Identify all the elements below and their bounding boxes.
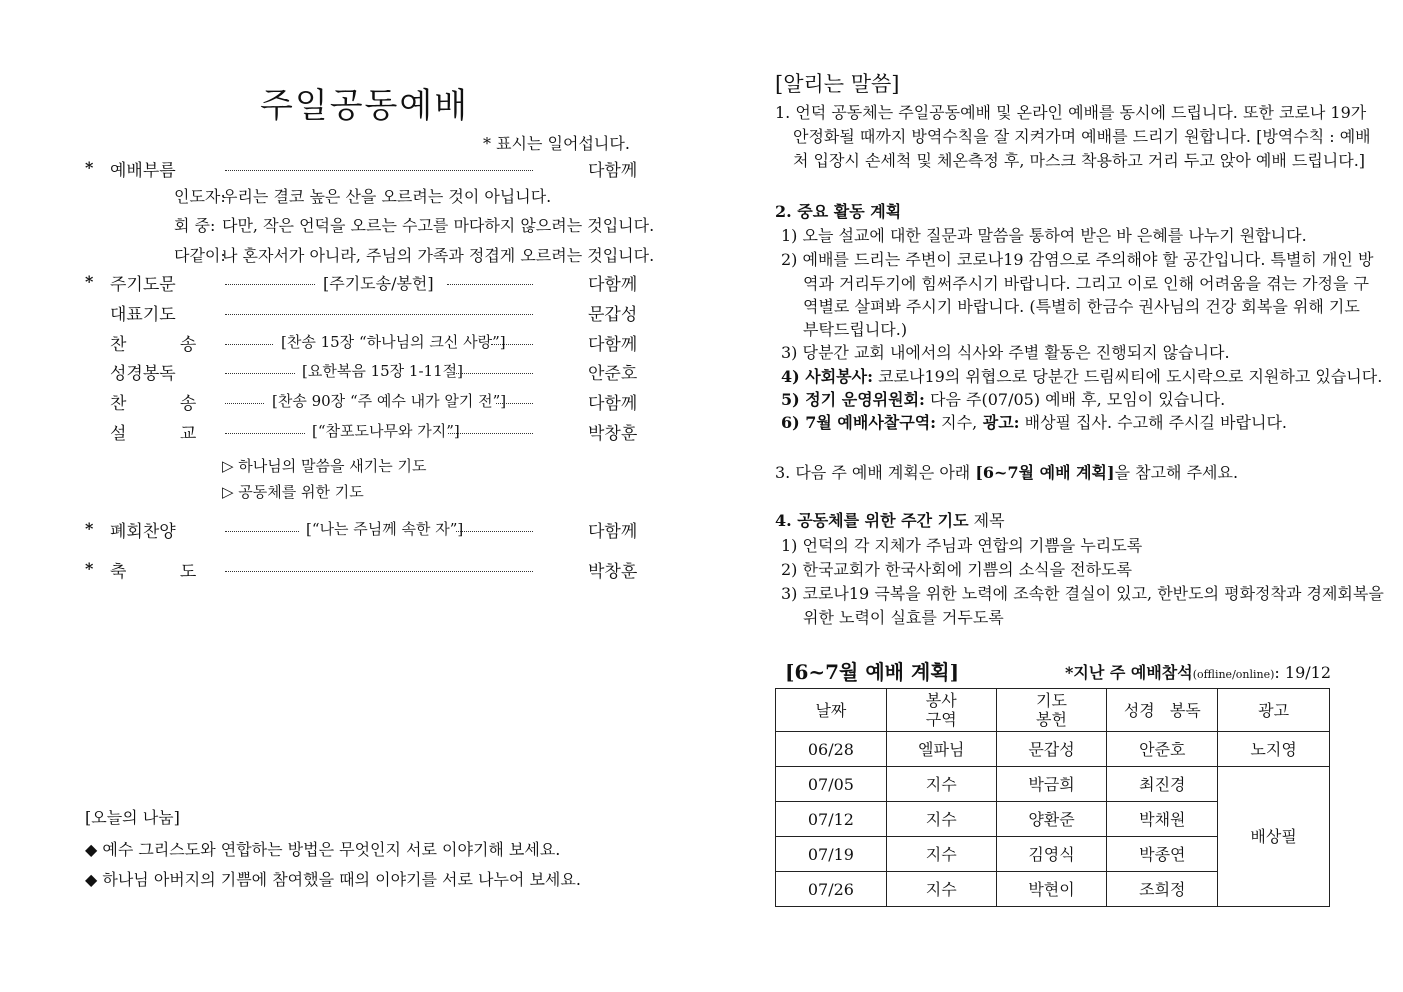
notice-line [781,410,1287,433]
table-cell: 07/26 [776,872,887,907]
notice-line: 2) 예배를 드리는 주변이 코로나19 감염으로 주의해야 할 공간입니다. 특별히 개인 방 [781,250,1374,269]
notice-emphasis: [6~7월 예배 계획] [975,463,1115,482]
table-cell: 조희정 [1107,872,1218,907]
table-cell: 06/28 [776,732,887,767]
order-item-leader: 다함께 [588,522,638,542]
notice-label: 6) 7월 예배사찰구역: [781,413,937,432]
notice-line: 역과 거리두기에 힘써주시기 바랍니다. 그리고 이로 인해 어려움을 겪는 가정을 구 [803,274,1369,293]
notice-line: 3) 당분간 교회 내에서의 식사와 주별 활동은 진행되지 않습니다. [781,343,1230,362]
order-item-detail: [주기도송/봉헌] [323,274,434,293]
responsive-text: 다만, 작은 언덕을 오르는 수고를 마다하지 않으려는 것입니다. [222,216,655,235]
leader-dots [225,433,305,434]
order-item-name: 대표기도 [110,305,176,325]
attendance-sub: (offline/online) [1192,668,1275,681]
leader-dots [447,284,533,285]
prayer-line: 3) 코로나19 극복을 위한 노력에 조속한 결실이 있고, 한반도의 평화정착과 경제회복을 [781,584,1384,603]
table-cell: 박현이 [996,872,1107,907]
order-item-detail: [찬송 90장 “주 예수 내가 알기 전”] [272,392,507,410]
page-title: 주일공동예배 [260,86,470,126]
leader-dots [448,433,533,434]
leader-dots [225,314,533,315]
notice-line: 안정화될 때까지 방역수칙을 잘 지켜가며 예배를 드리기 원합니다. [방역수칙 : 예배 [793,127,1371,146]
table-cell: 김영식 [996,837,1107,872]
responsive-speaker: 인도자: [174,187,226,206]
prayer-line: 1) 언덕의 각 지체가 주님과 연합의 기쁨을 누리도록 [781,536,1143,555]
announcements-heading: [알리는 말씀] [775,72,900,96]
table-cell: 지수 [886,802,996,837]
order-item-leader: 다함께 [588,275,638,295]
table-cell: 지수 [886,872,996,907]
schedule-table [775,688,1330,907]
notice-heading: 2. 중요 활동 계획 [775,202,902,221]
order-item-detail: [요한복음 15장 1-11절] [302,362,463,380]
notice-text: 배상필 집사. 수고해 주시길 바랍니다. [1019,413,1288,432]
order-item-leader: 다함께 [588,161,638,181]
column-header: 광고 [1218,689,1330,732]
leader-dots [491,344,533,345]
order-item-leader: 안준호 [588,364,638,384]
table-cell: 양환준 [996,802,1107,837]
attendance-label: *지난 주 예배참석 [1065,663,1193,682]
leader-dots [225,284,315,285]
table-cell: 최진경 [1107,767,1218,802]
order-item-detail: [찬송 15장 “하나님의 크신 사랑”] [281,333,506,351]
responsive-text: 우리는 결코 높은 산을 오르려는 것이 아닙니다. [222,187,552,206]
responsive-text: 나 혼자서가 아니라, 주님의 가족과 정겹게 오르려는 것입니다. [222,246,655,265]
order-item-leader: 다함께 [588,335,638,355]
notice-label: 광고: [977,413,1020,432]
table-cell: 안준호 [1107,732,1218,767]
order-item-name: 폐회찬양 [110,522,176,542]
prayer-item: ▷ 하나님의 말씀을 새기는 기도 [222,457,427,475]
prayer-item: ▷ 공동체를 위한 기도 [222,483,364,501]
leader-dots [456,531,533,532]
notice-heading-tail: 제목 [968,511,1005,530]
order-item-name: 찬 송 [110,335,221,355]
leader-dots [225,170,533,171]
leader-dots [496,403,533,404]
column-header: 날짜 [776,689,887,732]
table-cell: 박종연 [1107,837,1218,872]
order-item-name: 주기도문 [110,275,176,295]
column-header: 봉사 구역 [886,689,996,732]
table-cell: 엘파님 [886,732,996,767]
order-item-detail: [“나는 주님께 속한 자”] [306,520,464,538]
column-header: 성경 봉독 [1107,689,1218,732]
table-cell: 박채원 [1107,802,1218,837]
notice-line [775,460,1238,483]
notice-line: 부탁드립니다.) [803,320,908,339]
notice-text: 3. 다음 주 예배 계획은 아래 [775,463,976,482]
table-header-row [776,689,1330,732]
notice-label: 4) 사회봉사: [781,367,874,386]
column-header: 기도 봉헌 [996,689,1107,732]
stand-mark: * [85,272,94,291]
notice-line: 역별로 살펴봐 주시기 바랍니다. (특별히 한금수 권사님의 건강 회복을 위해 기도 [803,297,1360,316]
table-cell: 배상필 [1218,767,1330,907]
order-item-name: 예배부름 [110,161,176,181]
sharing-item: ◆ 하나님 아버지의 기쁨에 참여했을 때의 이야기를 서로 나누어 보세요. [85,870,581,889]
notice-text: 을 참고해 주세요. [1114,463,1239,482]
leader-dots [225,344,273,345]
table-cell: 지수 [886,837,996,872]
table-cell: 문갑성 [996,732,1107,767]
table-cell: 07/12 [776,802,887,837]
table-cell: 07/19 [776,837,887,872]
order-item-leader: 문갑성 [588,305,638,325]
order-item-detail: [“참포도나무와 가지”] [312,422,460,440]
notice-line: 1. 언덕 공동체는 주일공동예배 및 온라인 예배를 동시에 드립니다. 또한 코로나 19가 [775,103,1367,122]
responsive-speaker: 다같이: [174,246,226,265]
order-item-leader: 다함께 [588,394,638,414]
notice-heading [775,508,1005,531]
table-cell: 지수 [886,767,996,802]
table-row [776,732,1330,767]
notice-line [781,387,1225,410]
notice-label: 5) 정기 운영위원회: [781,390,925,409]
leader-dots [225,373,295,374]
notice-text: 코로나19의 위협으로 당분간 드림씨티에 도시락으로 지원하고 있습니다. [873,367,1383,386]
table-cell: 박금희 [996,767,1107,802]
leader-dots [225,531,299,532]
order-item-leader: 박창훈 [588,562,638,582]
notice-text: 지수, [936,413,978,432]
prayer-line: 2) 한국교회가 한국사회에 기쁨의 소식을 전하도록 [781,560,1132,579]
attendance [1065,660,1331,683]
leader-dots [456,373,533,374]
attendance-value: : 19/12 [1274,663,1331,682]
sharing-item: ◆ 예수 그리스도와 연합하는 방법은 무엇인지 서로 이야기해 보세요. [85,840,561,859]
responsive-speaker: 회 중: [174,216,216,235]
notice-line: 처 입장시 손세척 및 체온측정 후, 마스크 착용하고 거리 두고 앉아 예배 드립니다.] [793,151,1366,170]
table-row [776,767,1330,802]
table-cell: 07/05 [776,767,887,802]
order-item-name: 축 도 [110,562,221,582]
table-cell: 노지영 [1218,732,1330,767]
order-item-name: 설 교 [110,424,221,444]
stand-mark: * [85,559,94,578]
order-item-name: 찬 송 [110,394,221,414]
notice-line: 1) 오늘 설교에 대한 질문과 말씀을 통하여 받은 바 은혜를 나누기 원합니다. [781,226,1307,245]
stand-mark: * [85,519,94,538]
notice-line [781,364,1382,387]
stand-mark: * [85,158,94,177]
notice-heading-bold: 4. 공동체를 위한 주간 기도 [775,511,969,530]
leader-dots [225,571,533,572]
notice-text: 다음 주(07/05) 예배 후, 모임이 있습니다. [924,390,1226,409]
prayer-line: 위한 노력이 실효를 거두도록 [803,608,1004,627]
stand-note: * 표시는 일어섭니다. [483,134,630,153]
leader-dots [225,403,264,404]
schedule-title: [6~7월 예배 계획] [785,660,960,684]
order-item-leader: 박창훈 [588,424,638,444]
sharing-title: [오늘의 나눔] [85,808,180,827]
order-item-name: 성경봉독 [110,364,176,384]
